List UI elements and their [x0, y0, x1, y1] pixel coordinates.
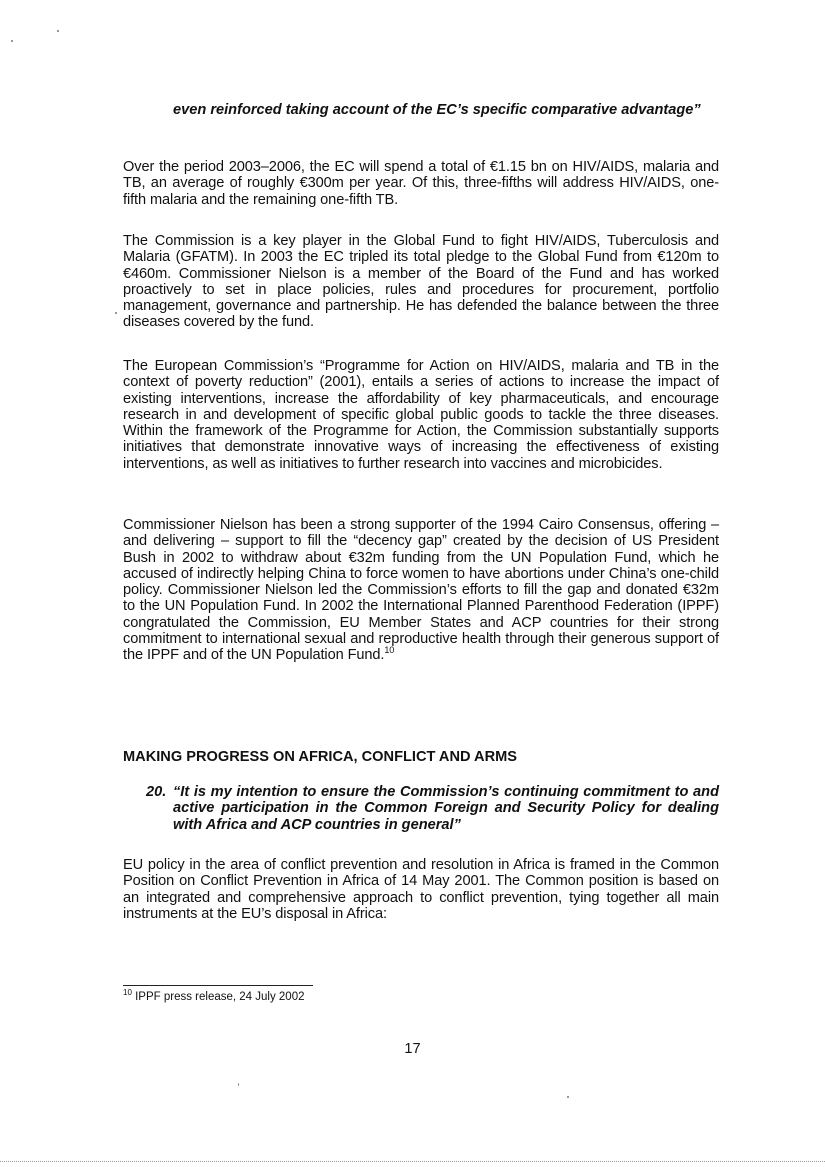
scan-bottom-edge: [0, 1161, 825, 1162]
page-number: 17: [404, 1041, 421, 1057]
paragraph-cairo-text: Commissioner Nielson has been a strong supporter of the 1994 Cairo Consensus, offering – and delivering – support to fill the “decency gap” created by the decision of US President Bush in 2002 to withdraw about €32m funding from the UN Population Fund, which he accused of indirectly helping China to force women to have abortions under China’s one-child policy. Commissioner Nielson led the Commission’s efforts to fill the gap and donated €32m to the UN Population Fund. In 2002 the International Planned Parenthood Federation (IPPF) congratulated the Commission, EU Member States and ACP countries for their strong commitment to international sexual and reproductive health through their generous support of the IPPF and of the UN Population Fund.: [123, 517, 719, 664]
paragraph-cairo-consensus: [123, 517, 719, 664]
footnote: [123, 988, 305, 1003]
paragraph-spending: Over the period 2003–2006, the EC will spend a total of €1.15 bn on HIV/AIDS, malaria and TB, an average of roughly €300m per year. Of this, three-fifths will address HIV/AIDS, one-fifth malaria and the remaining one-fifth TB.: [123, 159, 719, 208]
footnote-divider: [123, 985, 313, 986]
scan-speck: [57, 30, 59, 32]
scan-speck: [115, 312, 117, 314]
paragraph-programme-for-action: The European Commission’s “Programme for Action on HIV/AIDS, malaria and TB in the context of poverty reduction” (2001), entails a series of actions to increase the impact of existing interventions, increase the affordability of key pharmaceuticals, and encourage research in and development of specific global public goods to tackle the three diseases. Within the framework of the Programme for Action, the Commission substantially supports initiatives that demonstrate innovative ways of increasing the effectiveness of existing interventions, as well as initiatives to further research into vaccines and microbicides.: [123, 358, 719, 472]
scan-speck: [567, 1096, 569, 1098]
item-quote: “It is my intention to ensure the Commission’s continuing commitment to and active participation in the Common Foreign and Security Policy for dealing with Africa and ACP countries in general”: [173, 784, 719, 833]
scan-speck: [238, 1083, 239, 1086]
section-heading: MAKING PROGRESS ON AFRICA, CONFLICT AND ARMS: [123, 749, 518, 765]
footnote-text: IPPF press release, 24 July 2002: [131, 991, 305, 1003]
numbered-item-20: [146, 784, 719, 833]
footnote-marker: 10: [123, 988, 132, 998]
paragraph-conflict-prevention: EU policy in the area of conflict prevention and resolution in Africa is framed in the Common Position on Conflict Prevention in Africa of 14 May 2001. The Common position is based on an integrated and comprehensive approach to conflict prevention, tying together all main instruments at the EU’s disposal in Africa:: [123, 857, 719, 922]
scan-speck: [11, 40, 13, 42]
paragraph-global-fund: The Commission is a key player in the Global Fund to fight HIV/AIDS, Tuberculosis and Malaria (GFATM). In 2003 the EC tripled its total pledge to the Global Fund from €120m to €460m. Commissioner Nielson is a member of the Board of the Fund and has worked proactively to set in place policies, rules and procedures for procurement, portfolio management, governance and partnership. He has defended the balance between the three diseases covered by the fund.: [123, 233, 719, 331]
item-number: 20.: [146, 784, 167, 800]
footnote-reference: 10: [384, 645, 395, 656]
opening-quote: even reinforced taking account of the EC’s specific comparative advantage”: [173, 102, 701, 118]
